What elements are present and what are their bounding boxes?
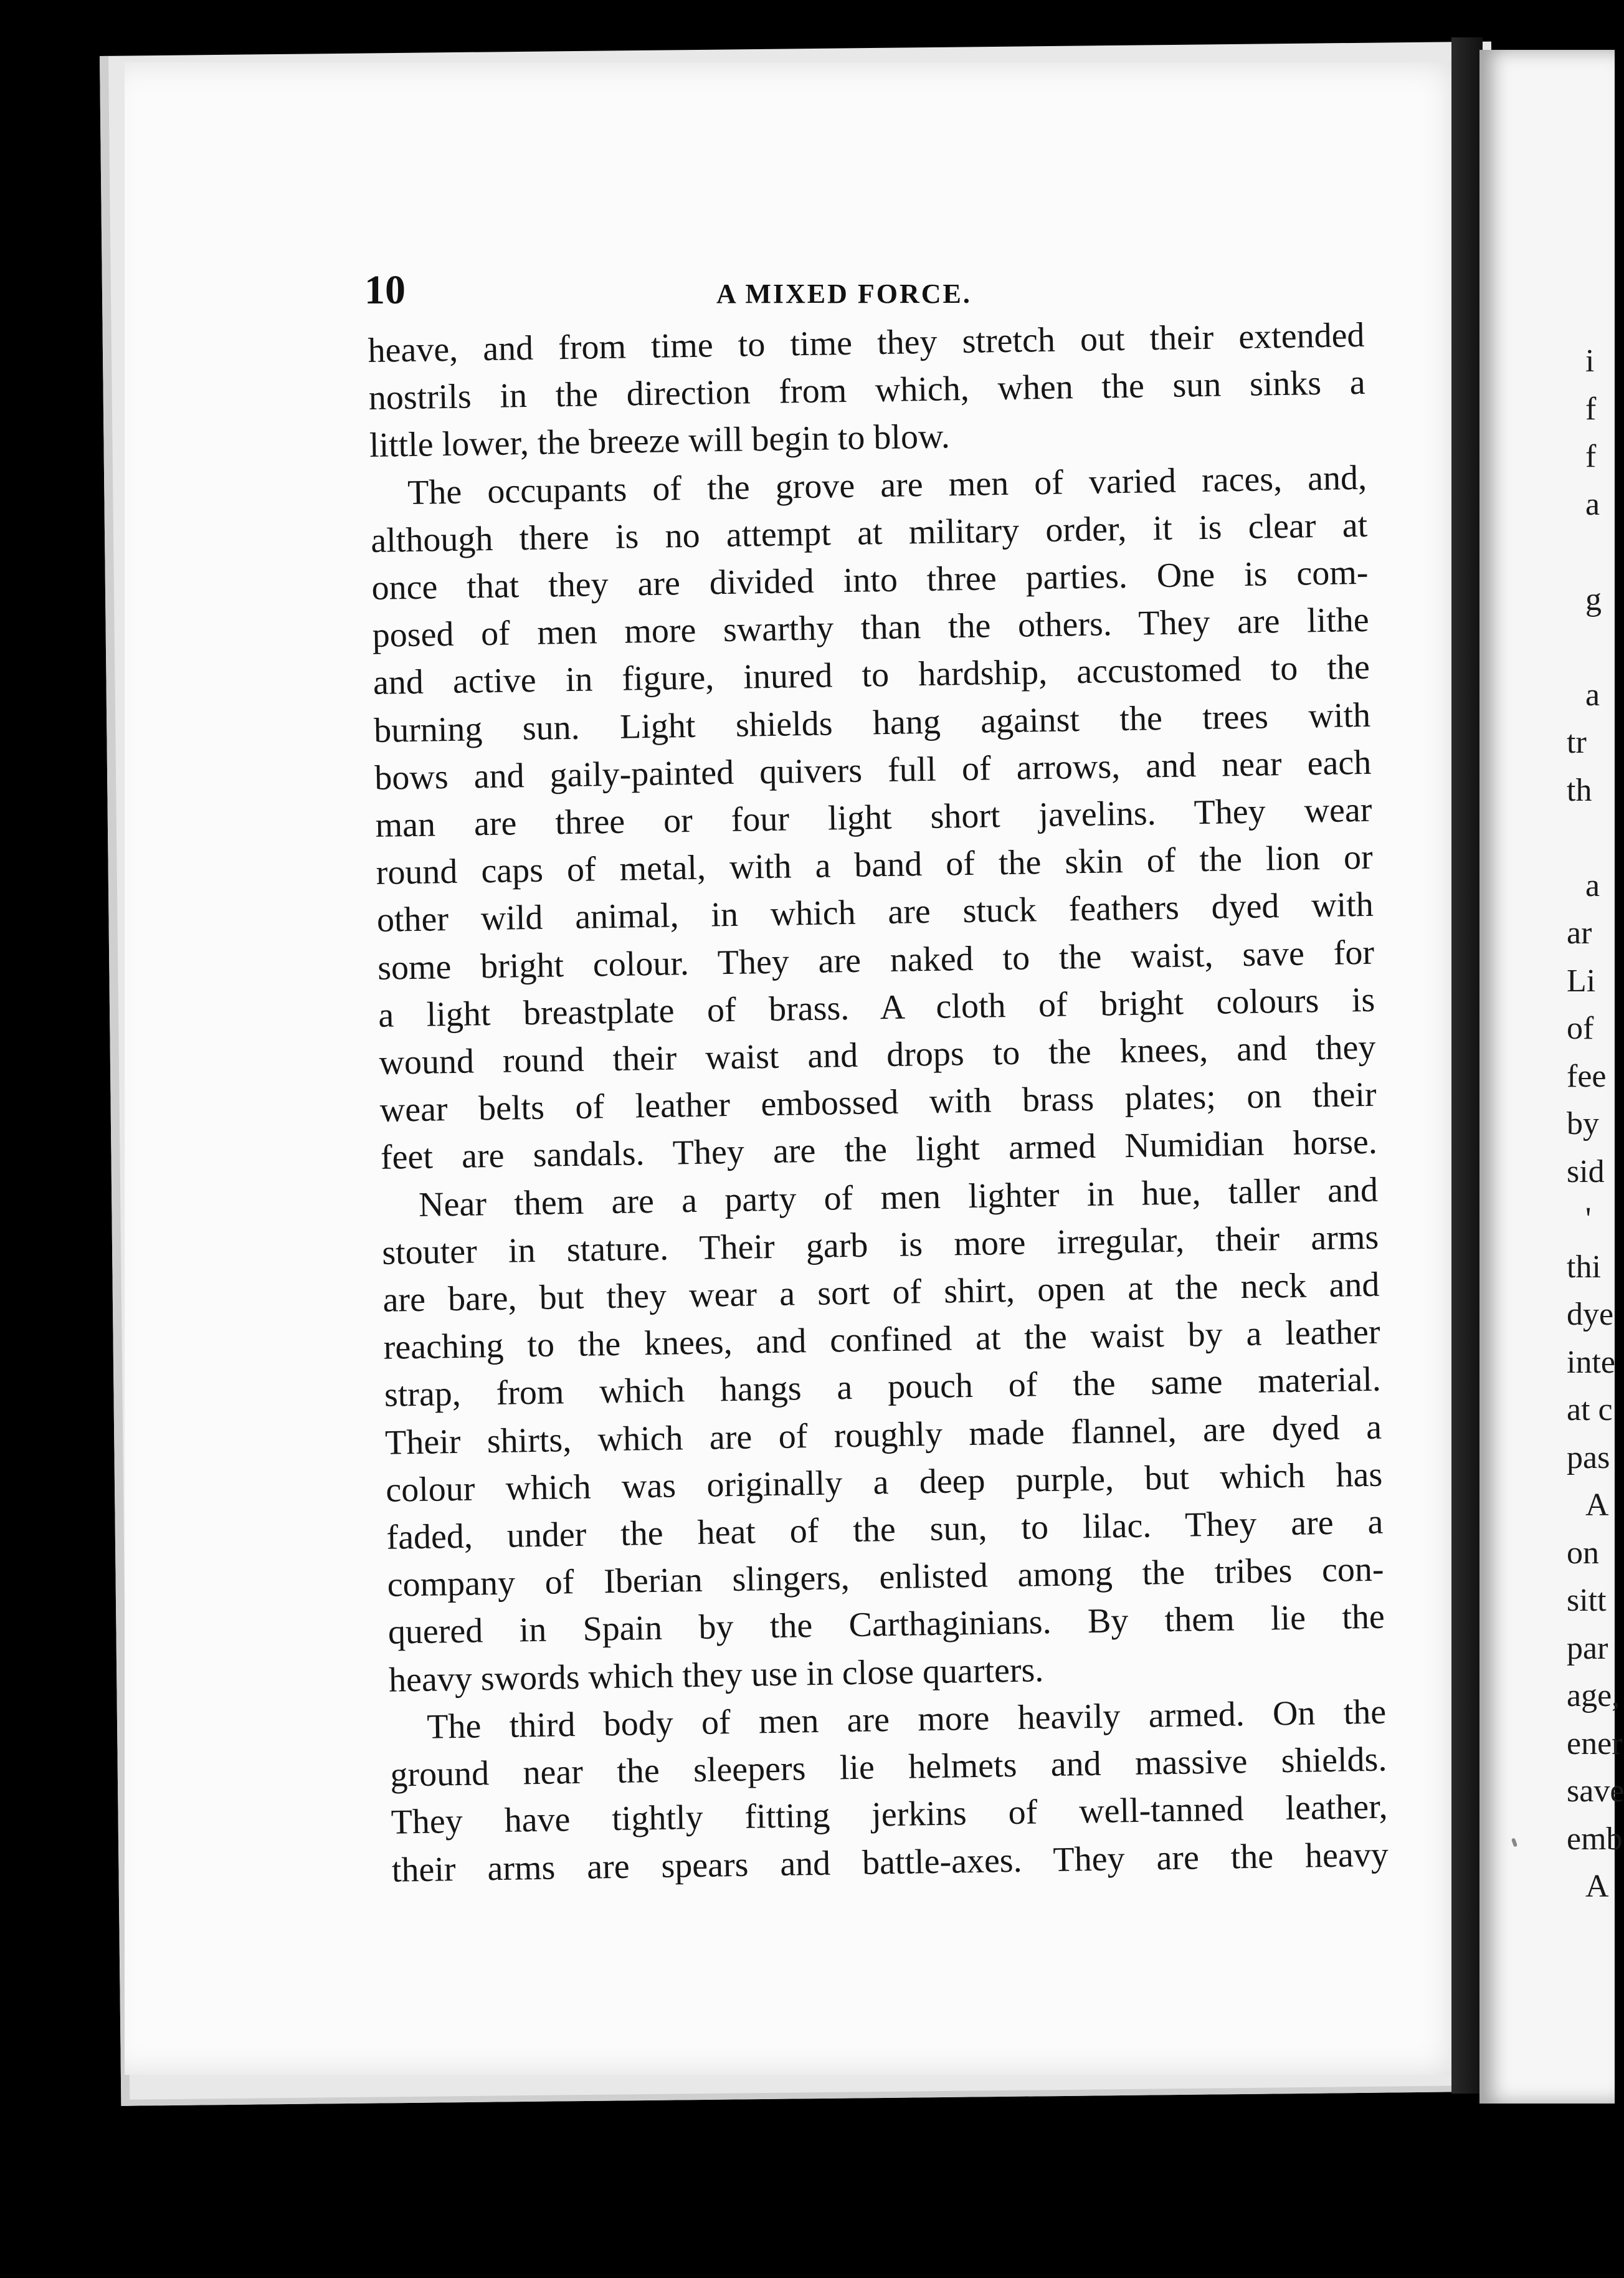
text-line: a light breastplate of brass. A cloth of bright colours is	[378, 980, 1375, 1035]
text-line: burning sun. Light shields hang against the trees with	[373, 695, 1371, 750]
text-line: man are three or four light short javelins. They wear	[375, 790, 1372, 845]
text-line: wound round their waist and drops to the knees, and they	[379, 1027, 1376, 1082]
facing-page-fragment: f	[1585, 391, 1597, 427]
facing-page-fragment: save	[1567, 1773, 1624, 1809]
text-line: their arms are spears and battle-axes. They are the heavy	[391, 1835, 1389, 1890]
text-line: some bright colour. They are naked to the waist, save for	[377, 933, 1375, 988]
text-line: other wild animal, in which are stuck feathers dyed with	[376, 885, 1374, 940]
text-line: little lower, the breeze will begin to blow.	[369, 417, 951, 465]
facing-page-fragment: a	[1585, 486, 1600, 522]
text-line: and active in figure, inured to hardship, accustomed to the	[373, 648, 1370, 703]
text-line: The occupants of the grove are men of varied races, and,	[407, 458, 1367, 512]
facing-page-fragment: a	[1585, 677, 1600, 713]
text-line: quered in Spain by the Carthaginians. By them lie the	[387, 1598, 1385, 1652]
text-line: heavy swords which they use in close quarters.	[388, 1650, 1044, 1700]
facing-page-fragment: by	[1567, 1106, 1599, 1141]
paragraph-2	[370, 454, 1378, 1181]
facing-page-fragment: dye	[1567, 1297, 1614, 1332]
text-line: They have tightly fitting jerkins of well-tanned leather,	[391, 1787, 1388, 1842]
facing-page-fragment: thi	[1567, 1249, 1601, 1285]
facing-page-fragment: i	[1585, 343, 1595, 379]
text-line: Near them are a party of men lighter in hue, taller and	[418, 1170, 1379, 1224]
page-number: 10	[364, 267, 406, 313]
text-line: colour which was originally a deep purple, but which has	[385, 1455, 1383, 1510]
text-line: stouter in stature. Their garb is more irregular, their arms	[381, 1218, 1379, 1272]
text-line: although there is no attempt at military order, it is clear at	[370, 505, 1368, 560]
text-line: nostrils in the direction from which, when the sun sinks a	[368, 363, 1366, 418]
facing-page-fragment: Li	[1567, 963, 1596, 999]
text-line: wear belts of leather embossed with brass plates; on their	[379, 1075, 1377, 1130]
facing-page-fragment: emb	[1567, 1821, 1623, 1857]
book-gutter	[1451, 37, 1483, 2094]
running-head: A MIXED FORCE.	[716, 279, 972, 309]
facing-page-fragment: on	[1567, 1535, 1599, 1571]
text-line: strap, from which hangs a pouch of the same material.	[384, 1360, 1382, 1415]
facing-page-fragment: ener	[1567, 1725, 1623, 1761]
facing-page-fragment: a	[1585, 867, 1600, 903]
facing-page-fragment: fee	[1567, 1058, 1607, 1094]
facing-page-fragment: A	[1585, 1487, 1609, 1523]
facing-page-fragment: g	[1585, 581, 1602, 617]
paragraph-1	[368, 312, 1366, 470]
text-line: The third body of men are more heavily armed. On the	[426, 1692, 1387, 1747]
paragraph-4	[389, 1688, 1389, 1894]
text-line: ground near the sleepers lie helmets and massive shields.	[390, 1740, 1387, 1794]
text-line: once that they are divided into three parties. One is com-	[371, 553, 1369, 608]
text-line: feet are sandals. They are the light armed Numidian horse.	[380, 1123, 1378, 1178]
facing-page-fragment: pas	[1567, 1439, 1610, 1475]
facing-page-fragment: par	[1567, 1630, 1608, 1666]
facing-page-fragment: age,	[1567, 1678, 1620, 1713]
facing-page-fragment: ar	[1567, 915, 1592, 951]
facing-page-fragment: sitt	[1567, 1583, 1607, 1618]
text-line: posed of men more swarthy than the others. They are lithe	[372, 601, 1370, 655]
facing-page-fragment: sid	[1567, 1153, 1605, 1189]
text-line: round caps of metal, with a band of the skin of the lion or	[376, 837, 1374, 893]
text-line: faded, under the heat of the sun, to lilac. They are a	[386, 1502, 1384, 1557]
text-line: bows and gaily-painted quivers full of arrows, and near each	[374, 743, 1372, 798]
text-line: reaching to the knees, and confined at the waist by a leather	[383, 1312, 1381, 1368]
text-line: company of Iberian slingers, enlisted among the tribes con-	[387, 1550, 1385, 1605]
facing-page-fragment: at c	[1567, 1392, 1613, 1427]
facing-page-fragment: inte	[1567, 1344, 1615, 1380]
facing-page-fragment: '	[1585, 1201, 1592, 1237]
facing-page-fragment: of	[1567, 1011, 1594, 1046]
page-header	[364, 267, 1374, 317]
facing-page-fragment: f	[1585, 439, 1597, 474]
body-text	[368, 312, 1389, 1894]
facing-page-fragment: tr	[1567, 725, 1587, 760]
text-line: are bare, but they wear a sort of shirt, open at the neck and	[382, 1265, 1380, 1320]
facing-page-fragment: A	[1585, 1869, 1609, 1904]
text-line: Their shirts, which are of roughly made flannel, are dyed a	[384, 1408, 1382, 1462]
text-line: heave, and from time to time they stretch out their extended	[368, 315, 1365, 370]
facing-page-fragment: th	[1567, 772, 1592, 808]
facing-page	[1479, 50, 1624, 2104]
paragraph-3	[381, 1166, 1386, 1704]
